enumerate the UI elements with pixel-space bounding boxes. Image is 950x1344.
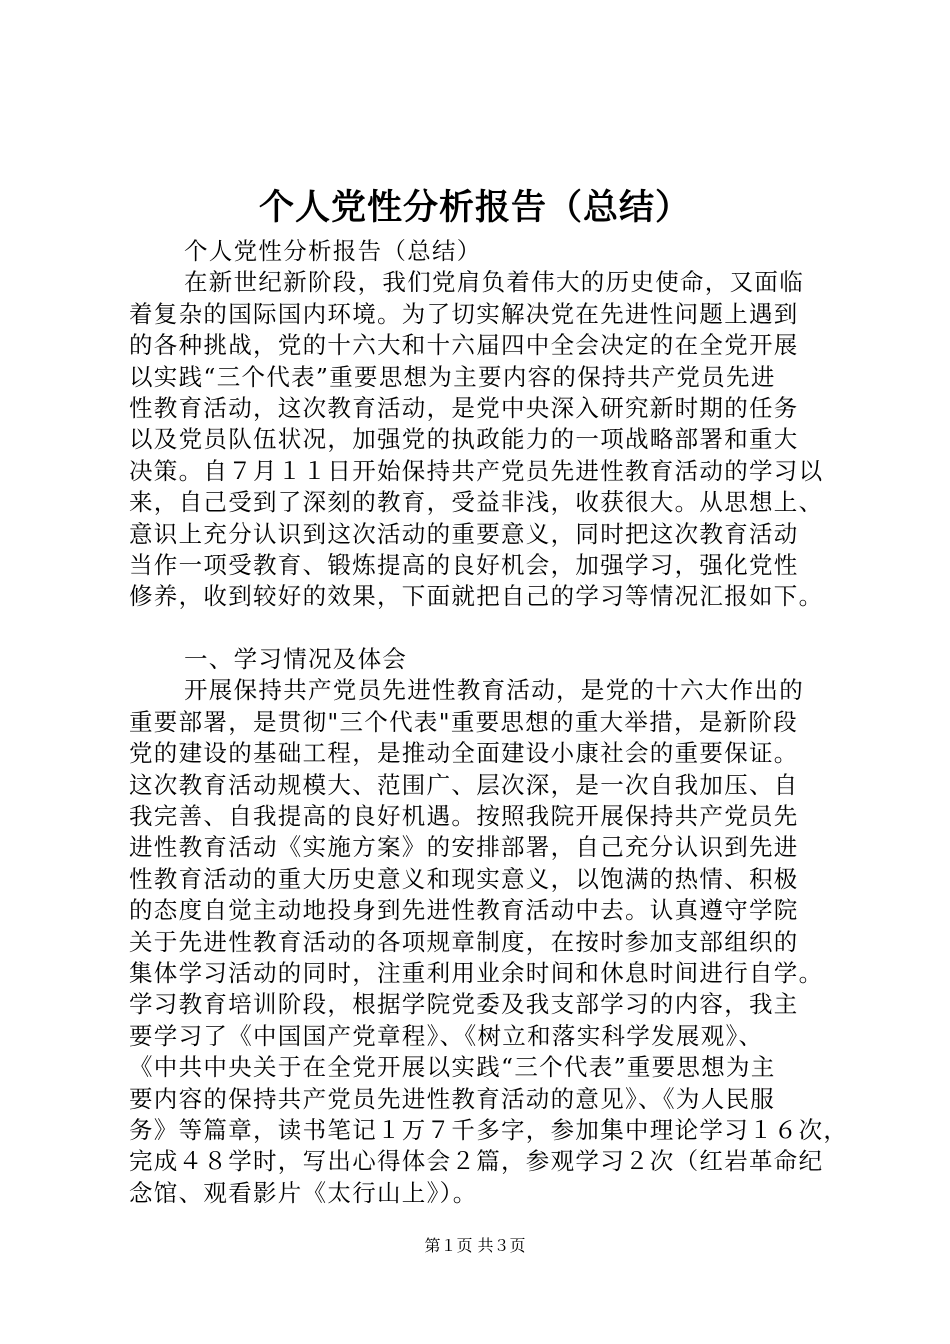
paragraph-line: 要学习了《中国国产党章程》、《树立和落实科学发展观》、 [129,1021,764,1050]
paragraph-line: 《中共中央关于在全党开展以实践“三个代表”重要思想为主 [129,1053,776,1082]
paragraph-line: 在新世纪新阶段，我们党肩负着伟大的历史使命，又面临 [184,268,804,297]
paragraph-line: 以及党员队伍状况，加强党的执政能力的一项战略部署和重大 [129,425,799,454]
paragraph-line: 重要部署，是贯彻"三个代表"重要思想的重大举措，是新阶段 [129,707,799,736]
document-title: 个人党性分析报告（总结） [258,187,691,228]
paragraph-line: 集体学习活动的同时，注重利用业余时间和休息时间进行自学。 [129,958,824,987]
blank-line [129,613,829,644]
paragraph-line: 决策。自７月１１日开始保持共产党员先进性教育活动的学习以 [129,456,824,485]
paragraph-line: 我完善、自我提高的良好机遇。按照我院开展保持共产党员先 [129,802,799,831]
paragraph-line: 念馆、观看影片《太行山上》）。 [129,1178,478,1207]
paragraph-line: 的各种挑战，党的十六大和十六届四中全会决定的在全党开展 [129,331,799,360]
paragraph-line: 要内容的保持共产党员先进性教育活动的意见》、《为人民服 [129,1084,776,1113]
paragraph-line: 性教育活动，这次教育活动，是党中央深入研究新时期的任务 [129,393,799,422]
section-heading: 一、学习情况及体会 [184,645,408,674]
page-number-footer: 第１页 共３页 [424,1236,526,1255]
paragraph-line: 性教育活动的重大历史意义和现实意义，以饱满的热情、积极 [129,864,799,893]
paragraph-line: 党的建设的基础工程，是推动全面建设小康社会的重要保证。 [129,739,799,768]
paragraph-line: 的态度自觉主动地投身到先进性教育活动中去。认真遵守学院 [129,896,799,925]
paragraph-line: 以实践“三个代表”重要思想为主要内容的保持共产党员先进 [129,362,776,391]
paragraph-line: 这次教育活动规模大、范围广、层次深，是一次自我加压、自 [129,770,799,799]
paragraph-line: 学习教育培训阶段，根据学院党委及我支部学习的内容，我主 [129,990,799,1019]
paragraph-line: 完成４８学时，写出心得体会２篇，参观学习２次（红岩革命纪 [129,1147,824,1176]
paragraph-line: 进性教育活动《实施方案》的安排部署，自己充分认识到先进 [129,833,799,862]
subtitle-line: 个人党性分析报告（总结） [184,237,482,265]
document-body [129,236,849,1209]
paragraph-line: 修养，收到较好的效果，下面就把自己的学习等情况汇报如下。 [129,582,824,611]
paragraph-line: 开展保持共产党员先进性教育活动，是党的十六大作出的 [184,676,804,705]
paragraph-line: 着复杂的国际国内环境。为了切实解决党在先进性问题上遇到 [129,299,799,328]
paragraph-line: 关于先进性教育活动的各项规章制度，在按时参加支部组织的 [129,927,799,956]
paragraph-line: 务》等篇章，读书笔记１万７千多字，参加集中理论学习１６次， [129,1115,849,1144]
paragraph-line: 来，自己受到了深刻的教育，受益非浅，收获很大。从思想上、 [129,488,824,517]
paragraph-line: 意识上充分认识到这次活动的重要意义，同时把这次教育活动 [129,519,799,548]
paragraph-line: 当作一项受教育、锻炼提高的良好机会，加强学习，强化党性 [129,550,799,579]
